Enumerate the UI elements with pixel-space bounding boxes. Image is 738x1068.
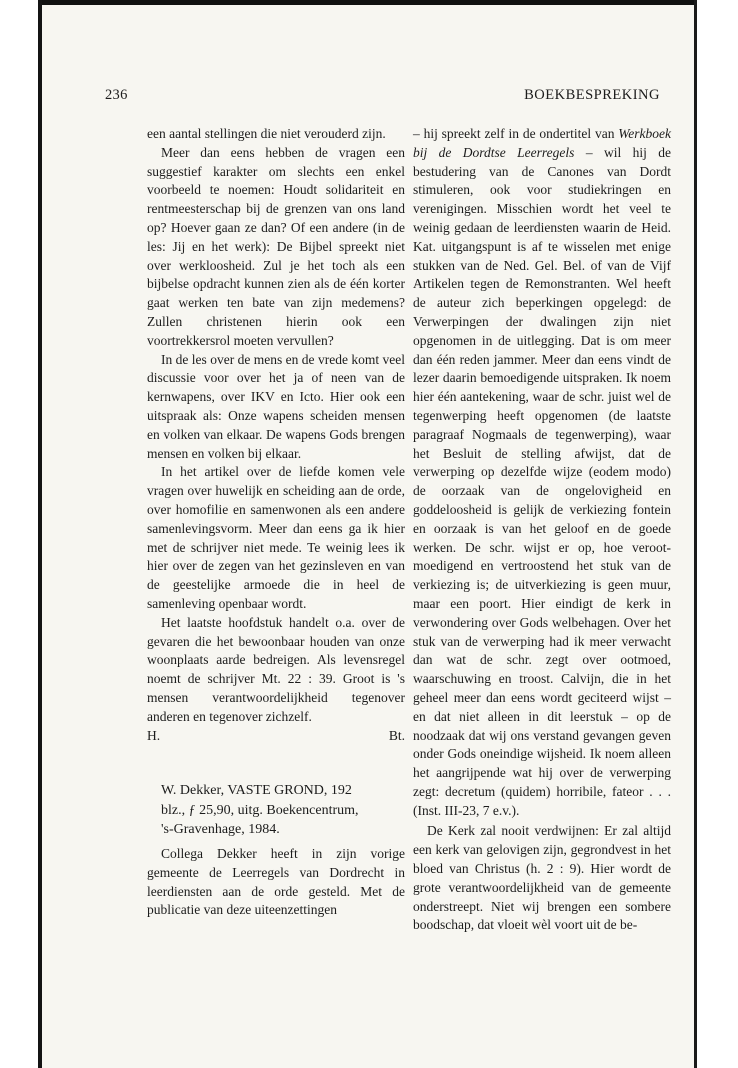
paragraph: De Kerk zal nooit verdwijnen: Er zal altijd een kerk van gelovigen zijn, gegrondvest in het bloed van Christus (h. 2 : 9). Hier wordt de grote verantwoordelijkheid van de gemeente onderstreept. Niet wij brengen een sombere boodschap, dat vloeit wèl voort uit de be- bbox=[413, 823, 671, 933]
page-number: 236 bbox=[105, 87, 128, 103]
signature-initial: H. bbox=[147, 727, 161, 743]
paragraph: In het artikel over de liefde komen vele vragen over huwelijk en scheiding aan de orde, over homofilie en samenwonen als een andere samenlevingsvorm. Meer dan eens ga ik hier met de schrijver niet mede. Te weinig lees ik hier over de zegen van het gezinsleven en van de geestelijke armoede die in heel de samenleving openbaar wordt. bbox=[147, 464, 405, 611]
page-header bbox=[105, 87, 660, 107]
text-run: – hij spreekt zelf in de ondertitel van bbox=[413, 126, 615, 141]
reviewer-signature bbox=[147, 727, 405, 746]
book-reference-line: W. Dekker, VASTE GROND, 192 bbox=[161, 783, 352, 799]
signature-name: Bt. bbox=[388, 727, 405, 743]
paragraph: Collega Dekker heeft in zijn vorige gemeente de Leerregels van Dordrecht in leerdiensten aan de orde gesteld. Met de publicatie van deze uiteenzettingen bbox=[147, 845, 405, 918]
book-reference bbox=[147, 781, 405, 839]
paragraph bbox=[413, 125, 671, 820]
left-column bbox=[147, 125, 405, 920]
paragraph: Meer dan eens hebben de vragen een suggestief karakter om slechts een enkel voorbeeld te noemen: Houdt solidariteit en rentmeesterschap bij de grenzen van ons land op? Hoever gaan ze dan? Of een andere (in de les: Jij en het werk): De Bijbel spreekt niet over werkloosheid. Zul je het toch als een bijbelse opdracht kunnen zien als de één korter gaat werken ten bate van zijn medemens? Zullen christenen hierin ook een voortrekkersrol moeten vervullen? bbox=[147, 144, 405, 348]
right-scan-margin bbox=[694, 0, 738, 1068]
left-scan-margin bbox=[0, 0, 42, 1068]
running-title: BOEKBESPREKING bbox=[524, 87, 660, 103]
paragraph: In de les over de mens en de vrede komt veel discussie voor over het ja of neen van de kernwapens, over IKV en Icto. Hier ook een uitspraak als: Onze wapens scheiden mensen en volken van elkaar. De wapens Gods brengen mensen en volken bij elkaar. bbox=[147, 351, 405, 461]
italic-title: Werkboek bij de Dordtse Leerregels bbox=[413, 126, 672, 160]
text-run: – wil hij de bestudering van de Canones van Dordt stimuleren, ook voor studiekringen en verenigingen. Misschien wordt het veel te weinig gedaan de leerdiensten waarin de Heid. Kat. uitgangspunt is af te wisselen met enige stukken van de Ned. Gel. Bel. of van de Vijf Artikelen tegen de Remonstranten. Wel heeft de auteur zich beperkingen opgelegd: de Verwerpingen der dwalingen zijn niet opgenomen in de uitlegging. Dat is om meer dan één reden jammer. Meer dan eens vindt de lezer daarin bemoedigende uitspraken. Ik noem hier één aantekening, waar de schr. juist wel de tegenwerping heeft opgenomen (de laatste paragraaf Nogmaals de tegenwerping), waar het Besluit de stelling afwijst, dat de verwerping op dezelfde wijze (eodem modo) de oorzaak van de ongelovigheid en goddeloosheid is gelijk de verkiezing fontein en oorzaak is van het geloof en de goede werken. De schr. wijst er op, hoe verootmoedigend en vertroostend het stuk van de verkiezing is; de uitverkiezing is geen muur, maar een poort. Hier eindigt de kerk in verwondering over Gods welbehagen. Over het stuk van de verwerping had ik meer verwacht dan wat de schr. zegt over ootmoed, waarschuwing en troost. Calvijn, die in het geheel meer dan eens wordt geciteerd wijst – en dat niet alleen in dit leerstuk – op de noodzaak dat wij ons verstand gevangen geven onder Gods oneindige wijsheid. Ik noem alleen het aangrijpende wat hij over de verwerping zegt: decretum (quidem) horribile, fateor . . . (Inst. III-23, 7 e.v.). bbox=[413, 144, 671, 818]
book-reference-line: 's-Gravenhage, 1984. bbox=[161, 821, 280, 837]
book-reference-line: blz., ƒ 25,90, uitg. Boekencentrum, bbox=[161, 802, 359, 818]
paragraph: Het laatste hoofdstuk handelt o.a. over de gevaren die het bewoonbaar houden van onze woonplaats aarde bedreigen. Als levensregel noemt de schrijver Mt. 22 : 39. Groot is 's mensen verantwoordelijkheid tegenover anderen en tegenover zichzelf. bbox=[147, 614, 405, 724]
paragraph: een aantal stellingen die niet verouderd zijn. bbox=[147, 126, 386, 141]
right-column bbox=[413, 125, 671, 935]
